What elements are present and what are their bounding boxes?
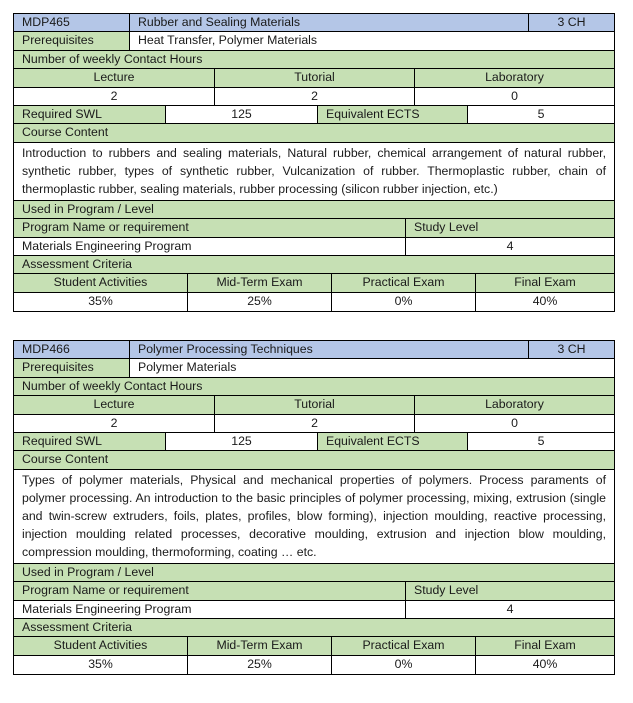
practical-exam-value: 0% (332, 293, 476, 311)
swl-ects-row (14, 106, 614, 124)
assessment-label-row (14, 256, 614, 274)
practical-exam-header: Practical Exam (332, 274, 476, 291)
swl-ects-row (14, 433, 614, 451)
tutorial-value: 2 (215, 88, 415, 105)
tutorial-value: 2 (215, 415, 415, 432)
lecture-header: Lecture (14, 69, 215, 86)
ects-value: 5 (468, 433, 614, 450)
contact-hours-label-row (14, 378, 614, 396)
tutorial-header: Tutorial (215, 396, 415, 413)
contact-hours-header-row (14, 69, 614, 87)
swl-value: 125 (166, 433, 318, 450)
lecture-value: 2 (14, 88, 215, 105)
course-header-row (14, 341, 614, 359)
assessment-header-row (14, 637, 614, 655)
laboratory-header: Laboratory (415, 396, 614, 413)
program-values-row (14, 601, 614, 619)
contact-hours-values-row (14, 415, 614, 433)
course-code: MDP465 (14, 14, 130, 31)
swl-label: Required SWL (14, 433, 166, 450)
course-content-label: Course Content (14, 124, 614, 141)
study-level-header: Study Level (406, 219, 614, 236)
course-title: Rubber and Sealing Materials (130, 14, 529, 31)
program-header: Program Name or requirement (14, 219, 406, 236)
used-in-label-row (14, 201, 614, 219)
laboratory-value: 0 (415, 88, 614, 105)
tutorial-header: Tutorial (215, 69, 415, 86)
program-name: Materials Engineering Program (14, 601, 406, 618)
course-table-mdp466 (13, 340, 615, 675)
used-in-label: Used in Program / Level (14, 201, 614, 218)
program-name: Materials Engineering Program (14, 238, 406, 255)
prerequisites-label: Prerequisites (14, 32, 130, 49)
course-content-label-row (14, 451, 614, 469)
assessment-values-row (14, 656, 614, 674)
assessment-label: Assessment Criteria (14, 256, 614, 273)
midterm-exam-value: 25% (188, 656, 332, 674)
program-header-row (14, 219, 614, 237)
contact-hours-header-row (14, 396, 614, 414)
practical-exam-value: 0% (332, 656, 476, 674)
course-table-mdp465 (13, 13, 615, 312)
course-content-label-row (14, 124, 614, 142)
midterm-exam-header: Mid-Term Exam (188, 274, 332, 291)
student-activities-header: Student Activities (14, 274, 188, 291)
prerequisites-value: Heat Transfer, Polymer Materials (130, 32, 614, 49)
credit-hours: 3 CH (529, 14, 614, 31)
midterm-exam-header: Mid-Term Exam (188, 637, 332, 654)
student-activities-value: 35% (14, 293, 188, 311)
study-level-value: 4 (406, 238, 614, 255)
swl-value: 125 (166, 106, 318, 123)
lecture-value: 2 (14, 415, 215, 432)
credit-hours: 3 CH (529, 341, 614, 358)
course-title: Polymer Processing Techniques (130, 341, 529, 358)
prerequisites-value: Polymer Materials (130, 359, 614, 376)
prerequisites-row (14, 32, 614, 50)
contact-hours-label-row (14, 51, 614, 69)
practical-exam-header: Practical Exam (332, 637, 476, 654)
final-exam-header: Final Exam (476, 274, 614, 291)
contact-hours-label: Number of weekly Contact Hours (14, 51, 614, 68)
course-code: MDP466 (14, 341, 130, 358)
assessment-header-row (14, 274, 614, 292)
student-activities-value: 35% (14, 656, 188, 674)
course-content-row (14, 143, 614, 201)
final-exam-header: Final Exam (476, 637, 614, 654)
assessment-label: Assessment Criteria (14, 619, 614, 636)
study-level-header: Study Level (406, 582, 614, 599)
ects-label: Equivalent ECTS (318, 106, 468, 123)
prerequisites-row (14, 359, 614, 377)
course-content-row (14, 470, 614, 564)
program-header-row (14, 582, 614, 600)
study-level-value: 4 (406, 601, 614, 618)
contact-hours-label: Number of weekly Contact Hours (14, 378, 614, 395)
course-content-label: Course Content (14, 451, 614, 468)
contact-hours-values-row (14, 88, 614, 106)
final-exam-value: 40% (476, 656, 614, 674)
midterm-exam-value: 25% (188, 293, 332, 311)
final-exam-value: 40% (476, 293, 614, 311)
laboratory-header: Laboratory (415, 69, 614, 86)
ects-value: 5 (468, 106, 614, 123)
prerequisites-label: Prerequisites (14, 359, 130, 376)
used-in-label: Used in Program / Level (14, 564, 614, 581)
lecture-header: Lecture (14, 396, 215, 413)
assessment-values-row (14, 293, 614, 311)
swl-label: Required SWL (14, 106, 166, 123)
program-values-row (14, 238, 614, 256)
ects-label: Equivalent ECTS (318, 433, 468, 450)
program-header: Program Name or requirement (14, 582, 406, 599)
student-activities-header: Student Activities (14, 637, 188, 654)
course-header-row (14, 14, 614, 32)
assessment-label-row (14, 619, 614, 637)
laboratory-value: 0 (415, 415, 614, 432)
course-content-text: Introduction to rubbers and sealing materials, Natural rubber, chemical arrangement of natural rubber, synthetic rubber, types of synthetic rubber, Vulcanization of rubber. Thermoplastic rubber, chain of thermoplastic rubber, sealing materials, rubber processing (silicon rubber injection, etc.) (14, 143, 614, 200)
course-content-text: Types of polymer materials, Physical and mechanical properties of polymers. Process paraments of polymer processing. An introduction to the basic principles of polymer processing, mixing, extrusion (single and twin-screw extruders, foils, plates, profiles, blow forming), injection moulding, reactive processing, injection moulding related processes, decorative moulding, extrusion and injection blow moulding, compression moulding, thermoforming, coating … etc. (14, 470, 614, 563)
used-in-label-row (14, 564, 614, 582)
